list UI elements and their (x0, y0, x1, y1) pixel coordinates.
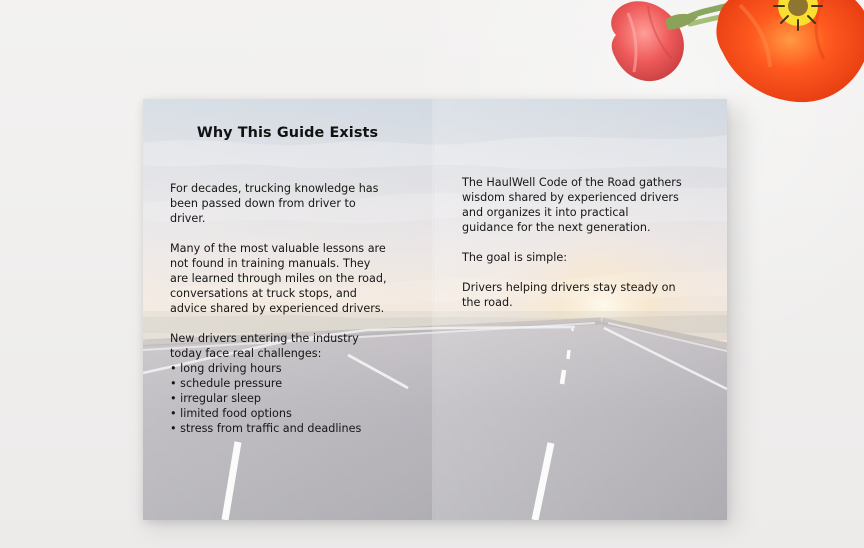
challenges-list (170, 361, 405, 436)
goal-heading: The goal is simple: (462, 251, 568, 264)
challenge-item-irregular-sleep: • irregular sleep (170, 392, 262, 405)
challenges-intro: New drivers entering the industry today face real challenges: (170, 332, 359, 360)
lessons-paragraph: Many of the most valuable lessons are not found in training manuals. They are learned through miles on the road, conversations at truck stops, and advice shared by experienced drivers. (170, 242, 387, 315)
challenge-item-schedule-pressure: • schedule pressure (170, 377, 283, 390)
guide-purpose-paragraph: The HaulWell Code of the Road gathers wisdom shared by experienced drivers and organizes it into practical guidance for the next generation. (462, 176, 682, 234)
challenge-item-food-options: • limited food options (170, 407, 292, 420)
goal-statement: Drivers helping drivers stay steady on the road. (462, 281, 676, 309)
challenge-item-long-driving-hours: • long driving hours (170, 362, 282, 375)
orange-poppy-flower (716, 0, 864, 102)
intro-paragraph: For decades, trucking knowledge has been passed down from driver to driver. (170, 182, 379, 225)
pink-poppy-bud (611, 1, 698, 81)
left-page (143, 99, 433, 520)
page-title: Why This Guide Exists (196, 125, 379, 141)
open-booklet (143, 99, 727, 520)
right-page (433, 99, 727, 520)
challenge-item-stress: • stress from traffic and deadlines (170, 422, 362, 435)
poppy-flowers (600, 0, 864, 120)
